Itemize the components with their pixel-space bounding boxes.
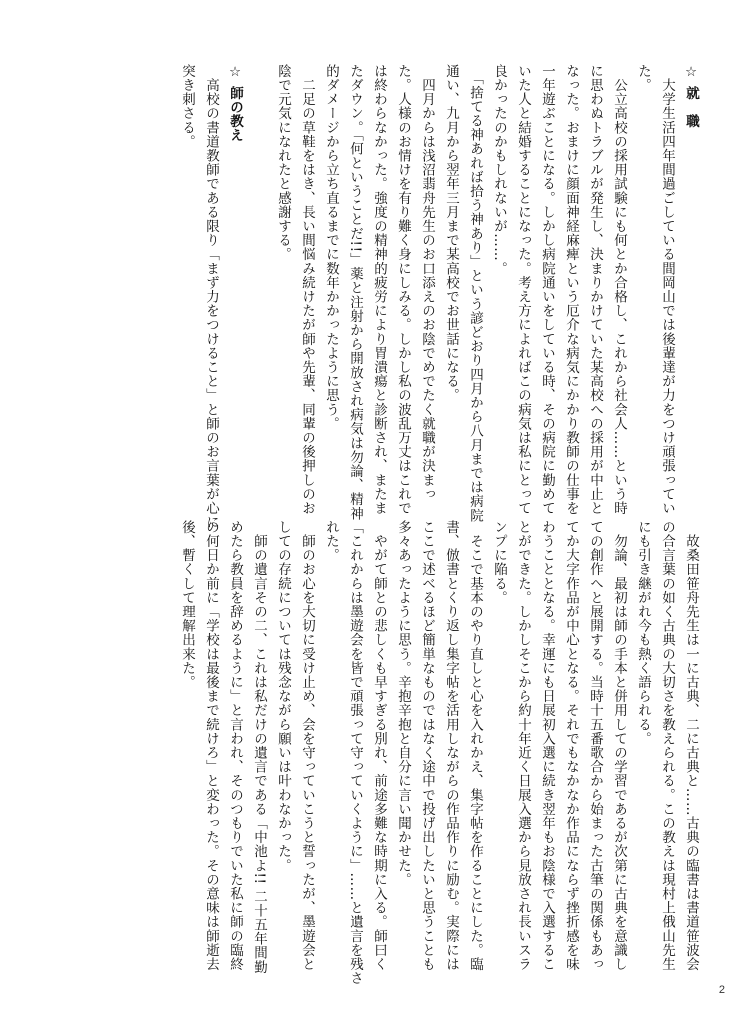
- text-line: 陰で元気になれたと感謝する。: [275, 64, 291, 262]
- text-line: なった。おまけに顔面神経麻痺という厄介な病気にかかり教師の仕事を: [563, 64, 579, 516]
- text-line: 故桑田笹舟先生は一に古典、二に古典と……古典の臨書は書道笹波会: [683, 520, 699, 972]
- text-line: たダウン。「何ということだ!!」薬と注射から開放され病気は勿論、精神: [347, 64, 363, 521]
- text-line: 四月からは浅沼翡舟先生のお口添えのお陰でめでたく就職が決まっ: [419, 64, 435, 502]
- text-line: しての存続については残念ながら願いは叶わなかった。: [275, 520, 291, 873]
- text-line: の何日か前に「学校は最後まで続けろ」と変わった。その意味は師逝去: [203, 520, 219, 972]
- text-line: 後、暫くして理解出来た。: [179, 520, 195, 690]
- text-line: は終わらなかった。強度の精神的疲労により胃潰瘍と診断され、またま: [371, 64, 387, 516]
- text-line: とができた。しかしそこから約十年近く日展入選から見放され長いスラ: [515, 520, 531, 972]
- text-line: た。人様のお情けを有り難く身にしみる。しかし私の波乱万丈はこれで: [395, 64, 411, 516]
- text-line: わうこととなる。幸運にも日展初入選に続き翌年もお陰様で入選するこ: [539, 520, 555, 972]
- text-line: ンプに陥る。: [491, 520, 507, 605]
- text-line: に思わぬトラブルが発生し、決まりかけていた某高校への採用が中止と: [587, 64, 603, 516]
- text-line: 師の遺言その二、これは私だけの遺言である「中池よ!! 二十五年間勤: [251, 520, 267, 975]
- page-number: 2: [718, 984, 725, 996]
- text-line: 「捨てる神あれば拾う神あり」という諺どおり四月から八月までは病院: [467, 64, 483, 523]
- text-line: 師のお心を大切に受け止め、会を守っていこうと誓ったが、墨遊会と: [299, 520, 315, 972]
- text-line: 突き刺さる。: [179, 64, 195, 149]
- text-line: めたら教員を辞めるように」と言われ、そのつもりでいた私に師の臨終: [227, 520, 243, 972]
- text-line: 良かったのかもしれないが……。: [491, 64, 507, 276]
- text-line: 多々あったように思う。辛抱辛抱と自分に言い聞かせた。: [395, 520, 411, 887]
- section-heading: ☆ 就 職: [683, 64, 699, 129]
- section-gap: [247, 64, 271, 514]
- text-line: いた人と結婚することになった。考え方によればこの病気は私にとって: [515, 64, 531, 516]
- text-line: 公立高校の採用試験にも何とか合格し、これから社会人……という時: [611, 64, 627, 516]
- text-line: 勿論、最初は師の手本と併用しての学習であるが次第に古典を意識し: [611, 520, 627, 972]
- text-line: やがて師との悲しくも早すぎる別れ、前途多難な時期に入る。師曰く: [371, 520, 387, 972]
- text-line: た。: [635, 64, 651, 93]
- text-line: の合言葉の如く古典の大切さを教えられる。この教えは現村上俄山先生: [659, 520, 675, 972]
- text-line: 一年遊ぶことになる。しかし病院通いをしている時、その病院に勤めて: [539, 64, 555, 516]
- text-line: 大学生活四年間過ごしている間岡山では後輩達が力をつけ頑張ってい: [659, 64, 675, 516]
- section-heading: ☆ 師の教え: [227, 64, 243, 143]
- bottom-text-block: [43, 520, 703, 986]
- top-text-block: [43, 64, 703, 530]
- text-line: 二足の草鞋をはき、長い間悩み続けたが師や先輩、同輩の後押しのお: [299, 64, 315, 516]
- text-line: にも引き継がれ今も熱く語られる。: [635, 520, 651, 746]
- text-line: れた。: [323, 520, 339, 563]
- text-line: ここで述べるほど簡単なものではなく途中で投げ出したいと思うことも: [419, 520, 435, 972]
- text-line: 通い、九月から翌年三月まで某高校でお世話になる。: [443, 64, 459, 403]
- text-line: 書、倣書とくり返し集字帖を活用しながらの作品作りに励む。実際には: [443, 520, 459, 972]
- text-line: 高校の書道教師である限り「まず力をつけること」と師のお言葉が心に: [203, 64, 219, 530]
- text-line: ての創作へと展開する。当時十五番歌合から始まった古筆の関係もあっ: [587, 520, 603, 972]
- text-line: 「これからは墨遊会を皆で頑張って守っていくように」……と遺言を残さ: [347, 520, 363, 986]
- text-line: 的ダメージから立ち直るまでに数年かかったように思う。: [323, 64, 339, 431]
- text-line: てか大字作品が中心となる。それでもなかなか作品にならず挫折感を味: [563, 520, 579, 972]
- text-line: そこで基本のやり直しと心を入れかえ、集字帖を作ることにした。臨: [467, 520, 483, 972]
